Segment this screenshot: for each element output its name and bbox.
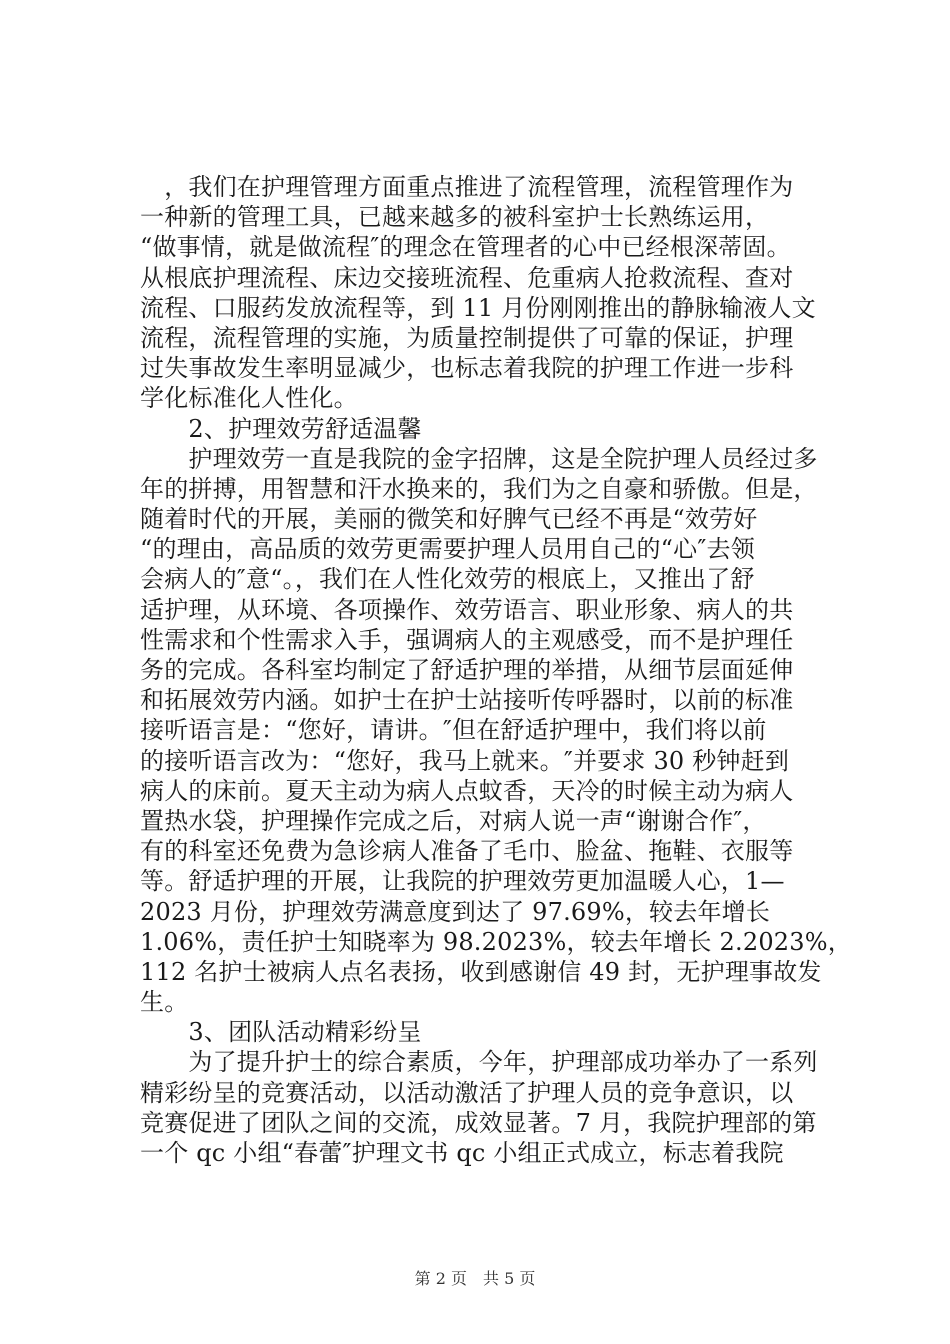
page-footer: 第 2 页 共 5 页 (414, 1269, 536, 1288)
text-line: “的理由，高品质的效劳更需要护理人员用自己的“心″去领 (140, 535, 755, 564)
text-line: 等。舒适护理的开展，让我院的护理效劳更加温暖人心，1— (140, 867, 785, 896)
text-line: 接听语言是：“您好，请讲。″但在舒适护理中，我们将以前 (140, 716, 767, 745)
text-line: 的接听语言改为：“您好，我马上就来。″并要求 30 秒钟赶到 (140, 746, 790, 775)
text-line: 和拓展效劳内涵。如护士在护士站接听传呼器时，以前的标准 (140, 686, 794, 715)
text-line: 务的完成。各科室均制定了舒适护理的举措，从细节层面延伸 (140, 656, 794, 684)
text-line: 学化标准化人性化。 (140, 384, 358, 413)
text-line: 病人的床前。夏天主动为病人点蚊香，天冷的时候主动为病人 (140, 776, 794, 805)
text-line: 流程、口服药发放流程等，到 11 月份刚刚推出的静脉输液人文 (140, 293, 816, 322)
text-line: 过失事故发生率明显减少，也标志着我院的护理工作进一步科 (140, 354, 794, 383)
text-line: 为了提升护士的综合素质，今年，护理部成功举办了一系列 (140, 1048, 818, 1077)
text-line: 随着时代的开展，美丽的微笑和好脾气已经不再是“效劳好 (140, 505, 758, 534)
text-line: 2、护理效劳舒适温馨 (140, 414, 422, 443)
text-line: 2023 月份，护理效劳满意度到达了 97.69%，较去年增长 (140, 897, 771, 926)
text-line: 会病人的″意“。，我们在人性化效劳的根底上，又推出了舒 (140, 565, 755, 594)
text-line: 112 名护士被病人点名表扬，收到感谢信 49 封，无护理事故发 (140, 957, 822, 986)
text-line: 1.06%，责任护士知晓率为 98.2023%，较去年增长 2.2023%， (140, 927, 852, 956)
text-line: 置热水袋，护理操作完成之后，对病人说一声“谢谢合作″， (140, 806, 767, 835)
text-line: 一个 qc 小组“春蕾″护理文书 qc 小组正式成立，标志着我院 (140, 1139, 784, 1167)
text-line: 从根底护理流程、床边交接班流程、危重病人抢救流程、查对 (140, 263, 794, 292)
text-line: 生。 (140, 988, 189, 1017)
text-line: 3、团队活动精彩纷呈 (140, 1018, 422, 1047)
text-line: ，我们在护理管理方面重点推进了流程管理，流程管理作为 (140, 173, 794, 201)
text-line: 竞赛促进了团队之间的交流，成效显著。7 月，我院护理部的第 (140, 1108, 817, 1137)
text-line: 有的科室还免费为急诊病人准备了毛巾、脸盆、拖鞋、衣服等 (140, 837, 794, 866)
text-line: 一种新的管理工具，已越来越多的被科室护士长熟练运用， (140, 203, 770, 232)
text-line: 精彩纷呈的竞赛活动，以活动激活了护理人员的竞争意识，以 (140, 1078, 794, 1107)
text-line: 性需求和个性需求入手，强调病人的主观感受，而不是护理任 (140, 625, 794, 654)
text-line: 年的拼搏，用智慧和汗水换来的，我们为之自豪和骄傲。但是， (140, 474, 818, 503)
text-line: 适护理，从环境、各项操作、效劳语言、职业形象、病人的共 (140, 595, 794, 624)
text-line: 流程，流程管理的实施，为质量控制提供了可靠的保证，护理 (140, 323, 794, 352)
text-line: 护理效劳一直是我院的金字招牌，这是全院护理人员经过多 (140, 444, 818, 473)
body-text (140, 172, 852, 1168)
text-line: “做事情，就是做流程″的理念在管理者的心中已经根深蒂固。 (140, 233, 791, 262)
